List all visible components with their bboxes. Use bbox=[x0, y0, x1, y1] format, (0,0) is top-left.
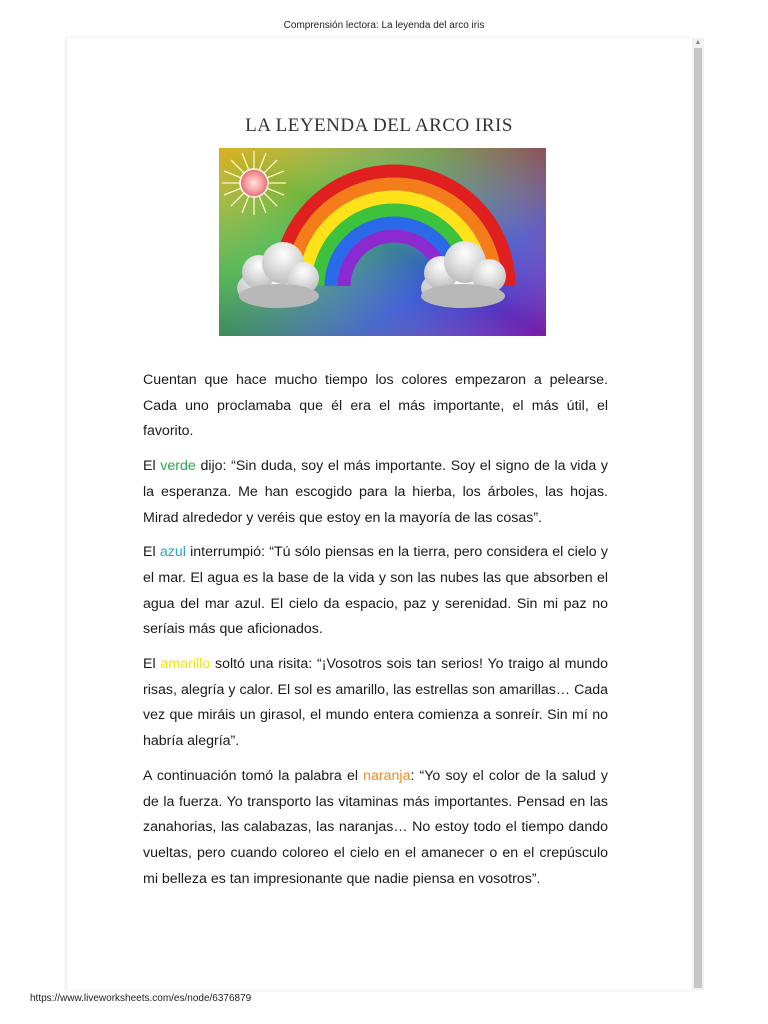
color-word-naranja: naranja bbox=[363, 767, 411, 784]
color-word-verde: verde bbox=[160, 458, 196, 475]
sun-icon bbox=[222, 151, 286, 215]
footer-url: https://www.liveworksheets.com/es/node/6376879 bbox=[30, 993, 252, 1004]
color-word-amarillo: amarillo bbox=[160, 656, 211, 673]
scroll-up-arrow-icon[interactable]: ▲ bbox=[694, 39, 702, 46]
paragraph-verde: El verde dijo: “Sin duda, soy el más importante. Soy el signo de la vida y la esperanza. Me han escogido para la hierba, los árboles, las hojas. Mirad alrededor y veréis que estoy en la mayoría de las cosas”. bbox=[143, 458, 608, 526]
story-body bbox=[143, 368, 608, 901]
color-word-azul: azul bbox=[159, 544, 186, 561]
paragraph-amarillo: El amarillo soltó una risita: “¡Vosotros sois tan serios! Yo traigo al mundo risas, alegría y calor. El sol es amarillo, las estrellas son amarillas… Cada vez que miráis un girasol, el mundo entera comienza a sonreír. Sin mí no habría alegría”. bbox=[143, 656, 609, 750]
print-header: Comprensión lectora: La leyenda del arco iris bbox=[283, 20, 485, 31]
rainbow-illustration bbox=[219, 148, 546, 336]
document-title: LA LEYENDA DEL ARCO IRIS bbox=[245, 115, 513, 136]
paragraph-intro: Cuentan que hace mucho tiempo los colores empezaron a pelearse. Cada uno proclamaba que él era el más importante, el más útil, el favorito. bbox=[143, 372, 608, 440]
paragraph-azul: El azul interrumpió: “Tú sólo piensas en la tierra, pero considera el cielo y el mar. El agua es la base de la vida y son las nubes las que absorben el agua del mar azul. El cielo da espacio, paz y serenidad. Sin mi paz no seríais más que aficionados. bbox=[143, 544, 608, 638]
paragraph-naranja: A continuación tomó la palabra el naranja: “Yo soy el color de la salud y de la fuerza. Yo transporto las vitaminas más importantes. Pensad en las zanahorias, las calabazas, las naranjas… No estoy todo el tiempo dando vueltas, pero cuando coloreo el cielo en el amanecer o en el crepúsculo mi belleza es tan impresionante que nadie piensa en vosotros”. bbox=[143, 767, 608, 887]
scrollbar-thumb[interactable] bbox=[694, 48, 702, 988]
